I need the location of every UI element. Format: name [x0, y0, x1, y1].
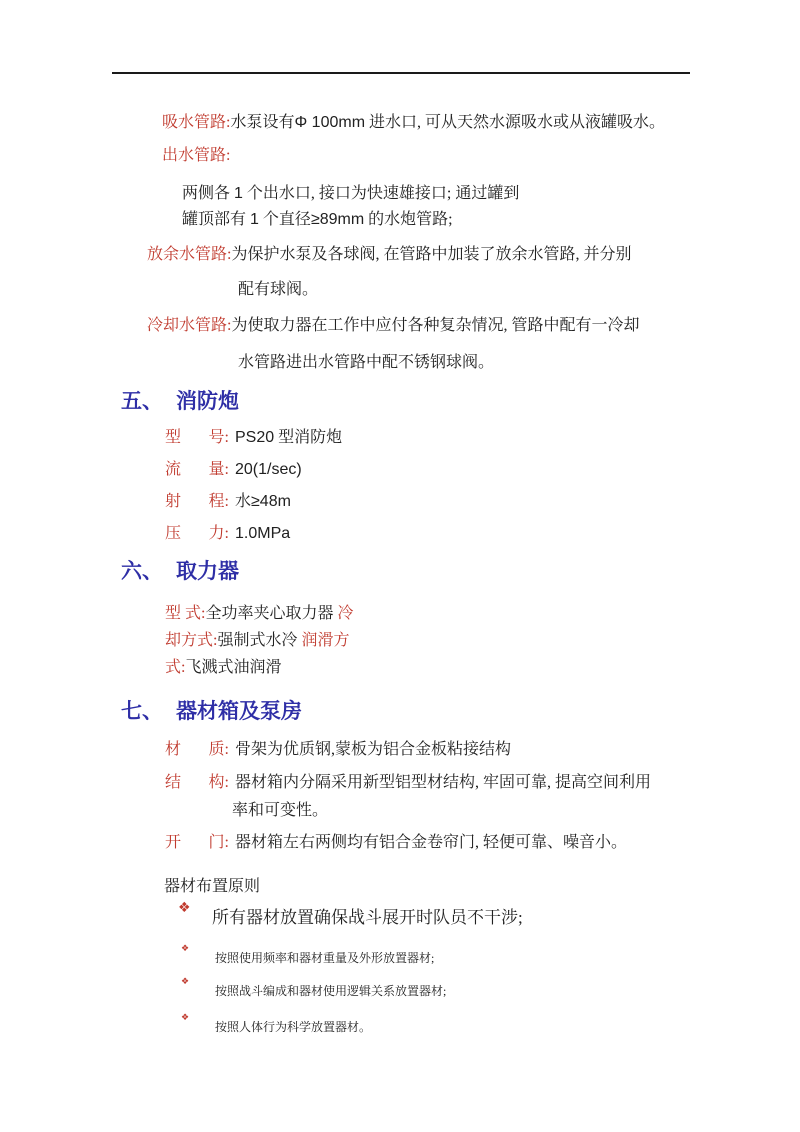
header-rule — [112, 72, 690, 74]
drain-pipe-line1 — [147, 245, 631, 266]
diamond-bullet-icon: ❖ — [181, 1013, 190, 1023]
section-number: 五、 — [121, 389, 163, 413]
principle-item: 按照战斗编成和器材使用逻辑关系放置器材; — [215, 984, 447, 998]
text-run: 水 — [235, 493, 252, 510]
text-run: 吸水管路: — [162, 114, 231, 131]
text-run: 强制式水冷 — [217, 632, 302, 649]
spec-label-flow — [165, 460, 229, 481]
text-run: 飞溅式油润滑 — [185, 659, 282, 676]
spec-row-range — [165, 492, 291, 513]
spec-label-part: 力: — [208, 525, 229, 542]
spec-value-range — [235, 493, 291, 510]
section-title: 器材箱及泵房 — [176, 699, 302, 723]
cooling-pipe-line2 — [238, 353, 494, 374]
box-label-material — [165, 740, 229, 761]
diamond-bullet-icon: ❖ — [178, 900, 191, 916]
pto-line2 — [165, 631, 349, 652]
diamond-bullet-icon: ❖ — [181, 944, 190, 954]
text-run: 1 — [250, 211, 259, 228]
principles-title: 器材布置原则 — [164, 878, 261, 895]
section-title: 消防炮 — [176, 389, 239, 413]
box-row-structure-wrap — [232, 801, 328, 822]
outlet-pipe-detail-line1 — [182, 184, 519, 205]
spec-label-pressure — [165, 524, 229, 545]
text-run: 两侧各 — [182, 185, 235, 202]
text-run: 却方式: — [165, 632, 218, 649]
spec-label-model — [165, 428, 229, 449]
text-run: 配有球阀。 — [238, 281, 319, 298]
outlet-pipe-label — [162, 146, 230, 167]
section-heading-pto — [121, 559, 239, 584]
box-label-structure — [165, 773, 229, 794]
text-run: 罐顶部有 — [182, 211, 251, 228]
box-value-door — [235, 834, 627, 851]
text-run: 为使取力器在工作中应付各种复杂情况, 管路中配有一冷却 — [231, 317, 640, 334]
text-run: 为保护水泵及各球阀, 在管路中加装了放余水管路, 并分别 — [231, 246, 632, 263]
text-run: 型 式: — [165, 605, 206, 622]
box-label-part: 构: — [208, 774, 229, 791]
text-run: 冷 — [337, 605, 354, 622]
text-run: 1.0MPa — [235, 525, 291, 542]
text-run: 器材箱左右两侧均有铝合金卷帘门, 轻便可靠、噪音小。 — [235, 834, 628, 851]
spec-label-part: 量: — [208, 461, 229, 478]
section-number: 七、 — [121, 699, 163, 723]
box-label-part: 结 — [165, 774, 182, 791]
text-run: 个直径 — [258, 211, 311, 228]
text-run: 骨架为优质钢,蒙板为铝合金板粘接结构 — [235, 741, 512, 758]
diamond-bullet-icon: ❖ — [181, 977, 190, 987]
section-number: 六、 — [121, 559, 163, 583]
spec-value-pressure — [235, 525, 290, 542]
cooling-pipe-line1 — [147, 316, 639, 337]
principle-item: 按照使用频率和器材重量及外形放置器材; — [215, 951, 435, 965]
section-heading-fire-monitor — [121, 389, 239, 414]
box-value-material — [235, 741, 511, 758]
text-run: PS20 — [235, 429, 275, 446]
text-run: 进水口, 可从天然水源吸水或从液罐吸水。 — [365, 114, 666, 131]
spec-value-model — [235, 429, 342, 446]
drain-pipe-line2 — [238, 280, 318, 301]
box-row-structure — [165, 773, 651, 794]
text-run: 出水管路: — [162, 147, 231, 164]
box-label-part: 材 — [165, 741, 182, 758]
pto-line3 — [165, 658, 281, 679]
text-run: 放余水管路: — [147, 246, 232, 263]
outlet-pipe-detail-line2 — [182, 210, 453, 231]
section-title: 取力器 — [176, 559, 239, 583]
spec-label-part: 射 — [165, 493, 182, 510]
text-run: 20(1/sec) — [235, 461, 302, 478]
text-run: 水管路进出水管路中配不锈钢球阀。 — [238, 354, 495, 371]
text-run: 个出水口, 接口为快速雄接口; 通过罐到 — [242, 185, 520, 202]
suction-pipe-line — [162, 113, 665, 134]
text-run: 的水炮管路; — [364, 211, 453, 228]
spec-label-range — [165, 492, 229, 513]
box-value-structure — [235, 774, 651, 791]
spec-label-part: 压 — [165, 525, 182, 542]
text-run: 全功率夹心取力器 — [205, 605, 338, 622]
spec-label-part: 流 — [165, 461, 182, 478]
text-run: 冷却水管路: — [147, 317, 232, 334]
principle-item: 所有器材放置确保战斗展开时队员不干涉; — [212, 908, 523, 927]
spec-row-flow — [165, 460, 302, 481]
text-run: Φ 100mm — [294, 114, 366, 131]
spec-row-pressure — [165, 524, 290, 545]
box-label-door — [165, 833, 229, 854]
text-run: ≥48m — [251, 493, 291, 510]
text-run: 水泵设有 — [230, 114, 295, 131]
box-label-part: 开 — [165, 834, 182, 851]
spec-label-part: 号: — [208, 429, 229, 446]
text-run: ≥89mm — [310, 211, 365, 228]
text-run: 型消防炮 — [274, 429, 343, 446]
section-heading-equipment-box — [121, 699, 302, 724]
spec-row-model — [165, 428, 342, 449]
box-row-material — [165, 740, 511, 761]
spec-label-part: 型 — [165, 429, 182, 446]
text-run: 1 — [234, 185, 243, 202]
pto-line1 — [165, 604, 353, 625]
text-run: 率和可变性。 — [232, 802, 329, 819]
spec-label-part: 程: — [208, 493, 229, 510]
box-row-door — [165, 833, 627, 854]
box-label-part: 质: — [208, 741, 229, 758]
box-label-part: 门: — [208, 834, 229, 851]
principle-item: 按照人体行为科学放置器材。 — [215, 1020, 372, 1034]
text-run: 器材箱内分隔采用新型铝型材结构, 牢固可靠, 提高空间利用 — [235, 774, 652, 791]
spec-value-flow — [235, 461, 302, 478]
text-run: 式: — [165, 659, 186, 676]
text-run: 润滑方 — [301, 632, 350, 649]
